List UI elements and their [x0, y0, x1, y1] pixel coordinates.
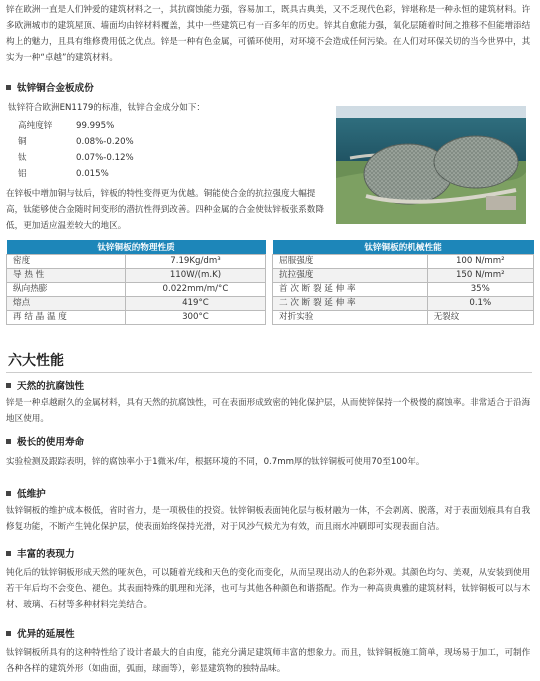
property-label: 纵向热膨 [7, 283, 126, 297]
component-name: 钛 [18, 153, 27, 163]
property-label: 导 热 性 [7, 269, 126, 283]
property-value: 无裂纹 [427, 311, 533, 325]
component-name: 高纯度锌 [18, 121, 53, 131]
property-value: 0.022mm/m/°C [125, 283, 265, 297]
square-bullet-icon [6, 491, 11, 496]
mech-table-title: 钛锌铜板的机械性能 [273, 240, 534, 255]
section-heading [6, 436, 84, 450]
alloy-standard-line: 钛锌符合欧洲EN1179的标准，钛锌合金成分如下： [8, 103, 206, 113]
alloy-components-table [18, 118, 134, 182]
table-row [273, 255, 534, 269]
property-label: 再 结 晶 温 度 [7, 311, 126, 325]
table-row [273, 283, 534, 297]
section-title: 极长的使用寿命 [17, 437, 85, 448]
section-heading [6, 548, 75, 562]
property-value: 110W/(m.K) [125, 269, 265, 283]
physical-properties-table [6, 240, 266, 325]
alloy-row [18, 134, 134, 150]
table-row [7, 283, 266, 297]
property-label: 二 次 断 裂 延 伸 率 [273, 297, 428, 311]
section-text: 实验检测及跟踪表明，锌的腐蚀率小于1微米/年，根据环境的不同，0.7mm厚的钛锌铜板可使用70至100年。 [6, 457, 425, 467]
square-bullet-icon [6, 383, 11, 388]
property-label: 密度 [7, 255, 126, 269]
alloy-heading-text: 钛锌铜合金板成份 [17, 83, 94, 94]
property-label: 屈服强度 [273, 255, 428, 269]
table-row [7, 269, 266, 283]
property-value: 0.1% [427, 297, 533, 311]
section-heading [6, 628, 75, 642]
property-value: 300°C [125, 311, 265, 325]
alloy-note: 在锌板中增加铜与钛后，锌板的特性变得更为优越。铜能使合金的抗拉强度大幅提高，钛能够使合金随时间变形的潜抗性得到改善。四种金属的合金使钛锌板张系数降低，更加适应温差较大的地区。 [6, 189, 324, 231]
property-label: 首 次 断 裂 延 伸 率 [273, 283, 428, 297]
table-row [273, 297, 534, 311]
property-value: 100 N/mm² [427, 255, 533, 269]
square-bullet-icon [6, 631, 11, 636]
property-value: 150 N/mm² [427, 269, 533, 283]
section-text: 钝化后的钛锌铜板形成天然的哑灰色，可以随着光线和天色的变化而变化，从而呈现出动人的色彩外观。其颜色均匀、美观，从安装到使用若干年后均不会变色、褪色。其表面特殊的肌理和光泽，也可与其他各种颜色和谐搭配。作为一种高贵典雅的建筑材料，钛锌铜板可以与木材、玻璃、石材等多种材料完美结合。 [6, 568, 531, 610]
component-value: 0.07%-0.12% [76, 153, 134, 163]
building-photo [336, 106, 526, 224]
property-label: 熔点 [7, 297, 126, 311]
property-label: 抗拉强度 [273, 269, 428, 283]
section-heading [6, 380, 84, 394]
square-bullet-icon [6, 551, 11, 556]
intro-paragraph: 锌在欧洲一直是人们钟爱的建筑材料之一，其抗腐蚀能力强，容易加工，既具古典美，又不乏现代色彩，锌堪称是一种永恒的建筑材料。许多欧洲城市的建筑屋顶、墙面均由锌材料覆盖，其中一些建筑已有一百多年的历史。锌其自愈能力强，氧化层随着时间之推移不但能增添结构上的魅力，且具有维修费用低之优点。锌是一种有色金属，可循环使用，对环境不会造成任何污染。在人们对环保关切的当今世界中，其实为一种“卓越”的建筑材料。 [6, 5, 531, 63]
table-row [7, 297, 266, 311]
section-title: 天然的抗腐蚀性 [17, 381, 85, 392]
section-text: 锌是一种卓越耐久的金属材料，具有天然的抗腐蚀性，可在表面形成致密的钝化保护层，从而使锌保持一个极慢的腐蚀率。非常适合于沿海地区使用。 [6, 398, 531, 424]
component-name: 铜 [18, 137, 27, 147]
table-row [273, 311, 534, 325]
section-heading [6, 488, 46, 502]
table-row [7, 255, 266, 269]
property-value: 7.19Kg/dm³ [125, 255, 265, 269]
section-divider [6, 372, 532, 373]
physical-table-title: 钛锌铜板的物理性质 [7, 240, 266, 255]
alloy-row [18, 118, 134, 134]
six-properties-title: 六大性能 [8, 353, 64, 369]
section-text: 钛锌铜板所具有的这种特性给了设计者最大的自由度，能充分满足建筑师丰富的想象力。而且，钛锌铜板施工简单，现场易于加工，可制作各种各样的建筑外形（如曲面，弧面，球面等），彰显建筑物的独特品味。 [6, 648, 531, 674]
section-title: 丰富的表现力 [17, 549, 75, 560]
property-value: 35% [427, 283, 533, 297]
section-title: 优异的延展性 [17, 629, 75, 640]
mechanical-properties-table [272, 240, 534, 325]
component-name: 铝 [18, 169, 27, 179]
alloy-row [18, 150, 134, 166]
table-row [273, 269, 534, 283]
alloy-composition [8, 100, 328, 182]
alloy-row [18, 166, 134, 182]
component-value: 0.08%-0.20% [76, 137, 134, 147]
section-title: 低维护 [17, 489, 46, 500]
square-bullet-icon [6, 85, 11, 90]
table-row [7, 311, 266, 325]
component-value: 0.015% [76, 169, 109, 179]
property-value: 419°C [125, 297, 265, 311]
component-value: 99.995% [76, 121, 115, 131]
square-bullet-icon [6, 439, 11, 444]
property-label: 对折实验 [273, 311, 428, 325]
alloy-heading [6, 82, 94, 96]
section-text: 钛锌铜板的维护成本极低，省时省力，是一项极佳的投资。钛锌铜板表面钝化层与板材融为一体，不会剥离、脱落，对于表面划痕具有自我修复功能，不断产生钝化保护层，使表面始终保持光滑，对于风沙气候尤为有效，而且雨水冲刷即可实现表面自洁。 [6, 506, 531, 532]
